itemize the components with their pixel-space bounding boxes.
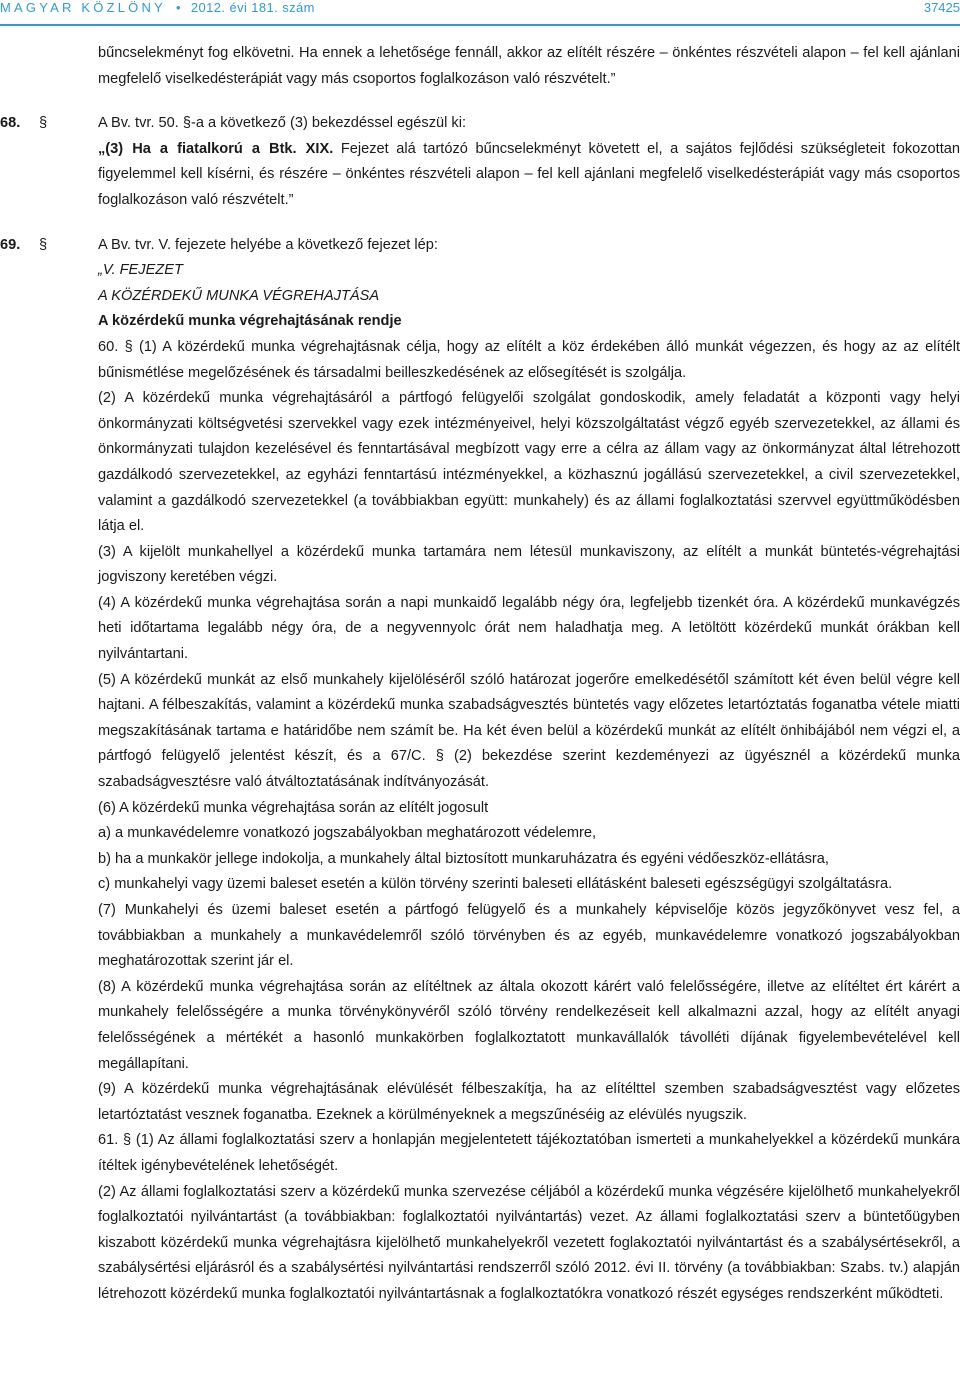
list-item: b) ha a munkakör jellege indokolja, a munkahely által biztosított munkaruházatra és egyéni védőeszköz-ellátásra,: [98, 850, 829, 867]
page-header: [0, 0, 960, 26]
paragraph: (9) A közérdekű munka végrehajtásának elévülését félbeszakítja, ha az elítélttel szemben szabadságvesztést vagy előzetes letartóztatást vesznek foganatba. Ezeknek a körülményeknek a megszűnéséig az elévülés nyugszik.: [98, 1081, 960, 1123]
header-publication: [0, 0, 315, 15]
document-body: [0, 41, 960, 1308]
section-sign: §: [39, 236, 48, 253]
page-number: 37425: [923, 0, 960, 15]
quote-lead: „(3) Ha a fiatalkorú a Btk. XIX.: [98, 140, 334, 157]
paragraph: 60. § (1) A közérdekű munka végrehajtásnak célja, hogy az elítélt a köz érdekében álló munkát végezzen, és hogy az az elítélt bűnismétlése megelőzésének és társadalmi beilleszkedésének az elősegítését is szolgálja.: [98, 338, 960, 381]
section-number: 69.: [0, 236, 21, 253]
spacer: [0, 92, 960, 111]
paragraph: (6) A közérdekű munka végrehajtása során az elítélt jogosult: [98, 799, 489, 816]
section-69-intro: A Bv. tvr. V. fejezete helyébe a következő fejezet lép:: [98, 236, 438, 253]
paragraph: (5) A közérdekű munkát az első munkahely kijelöléséről szóló határozat jogerőre emelkedésétől számított két éven belül végre kell hajtani. A félbeszakítás, valamint a közérdekű munka szabadságvesztés büntetés vagy előzetes letartóztatás foganatba vétele miatti megszakításának tartama e határidőbe nem számít be. Ha két éven belül a közérdekű munkát az elítélt önhibájából nem végzi el, a pártfogó felügyelő jelentést készít, és a 67/C. § (2) bekezdése szerint kezdeményezi az ügyésznél a közérdekű munka szabadságvesztésre való átváltoztatásának indítványozását.: [98, 671, 960, 791]
chapter-subtitle: A közérdekű munka végrehajtásának rendje: [98, 313, 402, 330]
intro-paragraph: bűncselekményt fog elkövetni. Ha ennek a lehetősége fennáll, akkor az elítélt részére – önkéntes részvételi alapon – fel kell ajánlani megfelelő viselkedésterápiát vagy más csoportos foglalkozáson való részvételt.”: [98, 45, 960, 87]
paragraph: (4) A közérdekű munka végrehajtása során a napi munkaidő legalább négy óra, legfeljebb tizenkét óra. A közérdekű munkavégzés heti időtartama legalább négy óra, de a negyvennyolc órát nem haladhatja meg. A letöltött közérdekű munkát órákban kell nyilvántartani.: [98, 594, 960, 663]
paragraph: (2) Az állami foglalkoztatási szerv a közérdekű munka szervezése céljából a közérdekű munka végzésére kijelölhető munkahelyekről foglalkoztatói nyilvántartást (a továbbiakban: foglalkoztatói nyilvántartás) vezet. Az állami foglalkoztatási szerv a büntetőügyben kiszabott közérdekű munka végrehajtásra kijelölhető munkahelyekről vezetett foglakoztatói nyilvántartást és a szabálysértésekről, a szabálysértési eljárásról és a szabálysértési nyilvántartási rendszerről szóló 2012. évi II. törvény (a továbbiakban: Szabs. tv.) alapján létrehozott közérdekű munka foglalkoztatói nyilvántartásnak a foglalkoztatókra vonatkozó részét egységes rendszerként működteti.: [98, 1183, 960, 1302]
chapter-heading: „V. FEJEZET: [98, 262, 183, 279]
bullet-separator: •: [175, 0, 181, 15]
section-sign: §: [39, 115, 48, 132]
paragraph: (8) A közérdekű munka végrehajtása során az elítéltnek az általa okozott kárért való felelősségére, illetve az elítéltet ért kárért a munkahely felelősségére a munka törvénykönyvéről szóló törvény rendelkezéseit kell alkalmazni azzal, hogy az elítélt anyagi felelősségének a mértékét a hasonló munkakörben foglalkoztatott munkavállalók távolléti díjának figyelembevételével kell megállapítani.: [98, 978, 960, 1072]
section-number: 68.: [0, 115, 21, 132]
issue-label: 2012. évi 181. szám: [190, 0, 315, 15]
paragraph: (2) A közérdekű munka végrehajtásáról a pártfogó felügyelői szolgálat gondoskodik, amely feladatát a központi vagy helyi önkormányzati költségvetési szervekkel vagy ezek intézményeivel, helyi közszolgáltatást végző egyéb szervezetekkel, az állami és önkormányzati tulajdon kezelésével és fenntartásával megbízott vagy erre a célra az állam vagy az önkormányzat által létrehozott gazdálkodó szervezetekkel, az egyházi fenntartású intézményekkel, a közhasznú jogállású szervezetekkel, a civil szervezetekkel, valamint a gazdálkodó szervezetekkel (a továbbiakban együtt: munkahely) és az állami foglalkoztatási szervvel együttműködésben látja el.: [98, 390, 960, 535]
publication-title: MAGYAR KÖZLÖNY: [0, 0, 166, 15]
list-item: a) a munkavédelemre vonatkozó jogszabályokban meghatározott védelemre,: [98, 825, 597, 842]
spacer: [0, 214, 960, 233]
section-68-intro: A Bv. tvr. 50. §-a a következő (3) bekezdéssel egészül ki:: [98, 115, 466, 132]
paragraph: (3) A kijelölt munkahellyel a közérdekű munka tartamára nem létesül munkaviszony, az elítélt a munkát büntetés-végrehajtási jogviszony keretében végzi.: [98, 543, 960, 586]
chapter-title: A KÖZÉRDEKŰ MUNKA VÉGREHAJTÁSA: [98, 287, 380, 304]
paragraph: (7) Munkahelyi és üzemi baleset esetén a pártfogó felügyelő és a munkahely képviselője közös jegyzőkönyvet vesz fel, a továbbiakban a munkahely a munkavédelemről szóló törvényben és az egyéb, munkavédelemre vonatkozó jogszabályokban meghatározottak szerint jár el.: [98, 902, 960, 970]
section-68: [0, 111, 960, 213]
section-69: [0, 233, 960, 1308]
paragraph: 61. § (1) Az állami foglalkoztatási szerv a honlapján megjelentetett tájékoztatóban ismerteti a munkahelyekkel a közérdekű munkára ítéltek igénybevételének lehetőségét.: [98, 1132, 960, 1174]
quote-text: Fejezet alá tartózó bűncselekményt követett el, a sajátos fejlődési szükségleteit fokozottan figyelemmel kell kísérni, és részére – önkéntes részvételi alapon – fel kell ajánlani megfelelő viselkedésterápiát vagy más csoportos foglalkozáson való részvételt.”: [98, 140, 960, 208]
list-item: c) munkahelyi vagy üzemi baleset esetén a külön törvény szerinti baleseti ellátásként baleseti egészségügyi szolgáltatásra.: [98, 876, 893, 893]
section-68-quote: [98, 137, 960, 214]
